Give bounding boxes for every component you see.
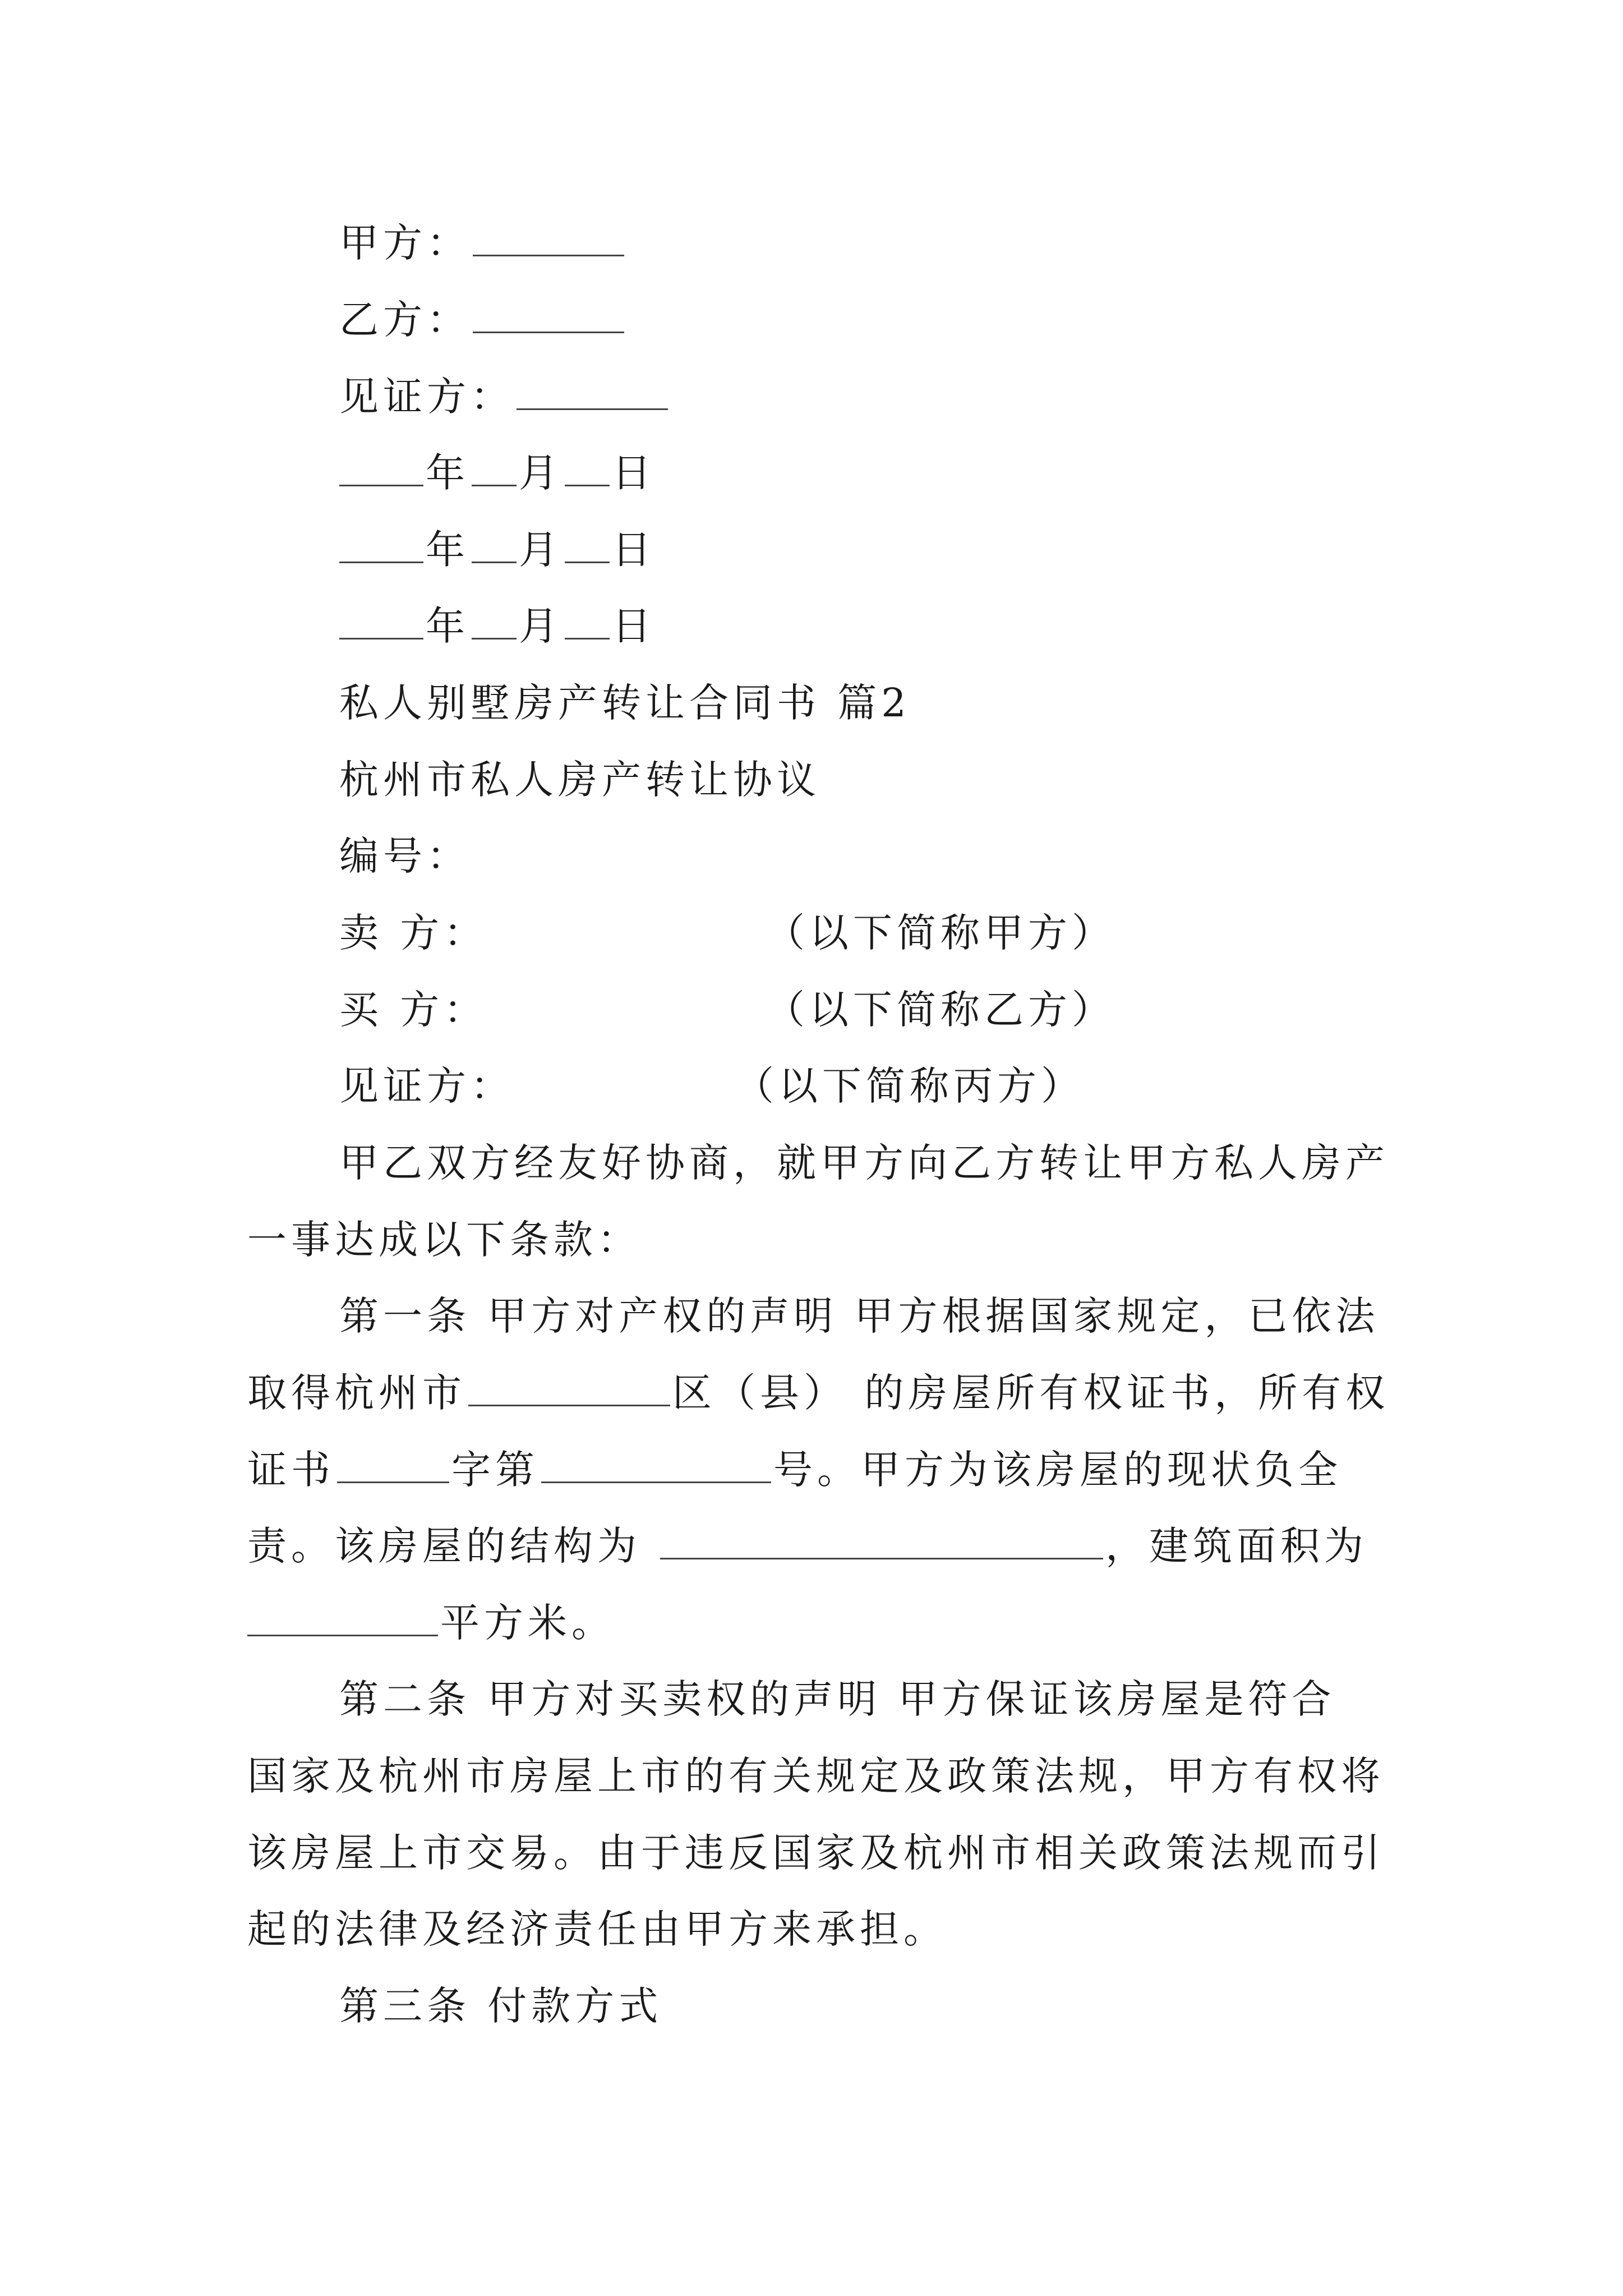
month-blank (472, 455, 517, 486)
year-blank (339, 455, 423, 486)
article2-line-2: 国家及杭州市房屋上市的有关规定及政策法规，甲方有权将 (247, 1753, 1385, 1799)
party-b-label: 乙方： (339, 297, 471, 343)
article1-line-5 (247, 1600, 615, 1646)
signature-witness (339, 374, 670, 420)
month-label: 月 (519, 450, 562, 496)
article2-line-1: 第二条 甲方对买卖权的声明 甲方保证该房屋是符合 (339, 1676, 1336, 1722)
intro-line-1: 甲乙双方经友好协商，就甲方向乙方转让甲方私人房产 (339, 1140, 1389, 1186)
number-label: 编号： (339, 833, 471, 879)
witness-label: 见证方： (339, 1063, 514, 1109)
cert-number-blank (541, 1452, 771, 1483)
month-label: 月 (519, 603, 562, 649)
article2-line-3: 该房屋上市交易。由于违反国家及杭州市相关政策法规而引 (247, 1830, 1385, 1876)
article1-text: ，建筑面积为 (1105, 1523, 1368, 1569)
seller-line (339, 910, 488, 956)
party-b-blank (473, 302, 624, 333)
cert-prefix-blank (337, 1452, 449, 1483)
intro-line-2: 一事达成以下条款： (247, 1217, 641, 1263)
witness-sign-label: 见证方： (339, 374, 514, 420)
day-label: 日 (612, 450, 656, 496)
article1-line-1: 第一条 甲方对产权的声明 甲方根据国家规定，已依法 (339, 1293, 1380, 1339)
date-line-3 (339, 603, 656, 649)
day-blank (565, 532, 610, 563)
article1-line-4 (247, 1523, 1368, 1569)
year-blank (339, 532, 423, 563)
witness-blank (517, 379, 668, 410)
structure-blank (660, 1529, 1103, 1559)
date-line-2 (339, 527, 656, 573)
year-blank (339, 609, 423, 639)
year-label: 年 (426, 527, 469, 573)
seller-note: （以下简称甲方） (766, 910, 1115, 956)
area-blank (247, 1605, 438, 1636)
article1-text: 区（县） 的房屋所有权证书，所有权 (672, 1370, 1390, 1416)
year-label: 年 (426, 603, 469, 649)
article1-text: 号。甲方为该房屋的现状负全 (773, 1447, 1342, 1493)
article1-text: 平方米。 (440, 1600, 615, 1646)
day-blank (565, 455, 610, 486)
year-label: 年 (426, 450, 469, 496)
article2-line-4: 起的法律及经济责任由甲方来承担。 (247, 1906, 947, 1952)
article1-line-2 (247, 1370, 1390, 1416)
article1-text: 取得杭州市 (247, 1370, 466, 1416)
witness-note: （以下简称丙方） (735, 1063, 1085, 1109)
party-a-blank (473, 226, 624, 256)
buyer-label: 买 方： (339, 987, 488, 1033)
article1-text: 责。该房屋的结构为 (247, 1523, 641, 1569)
date-line-1 (339, 450, 656, 496)
article1-text: 证书 (247, 1447, 335, 1493)
section-title: 私人别墅房产转让合同书 篇2 (339, 680, 911, 726)
article1-text: 字第 (451, 1447, 539, 1493)
buyer-note: （以下简称乙方） (766, 987, 1115, 1033)
day-label: 日 (612, 603, 656, 649)
month-label: 月 (519, 527, 562, 573)
witness-line (339, 1063, 514, 1109)
buyer-line (339, 987, 488, 1033)
agreement-title: 杭州市私人房产转让协议 (339, 757, 820, 803)
article1-line-3 (247, 1447, 1342, 1493)
district-blank (468, 1375, 670, 1406)
signature-party-b (339, 297, 626, 343)
signature-party-a (339, 220, 626, 266)
month-blank (472, 532, 517, 563)
seller-label: 卖 方： (339, 910, 488, 956)
party-a-label: 甲方： (339, 220, 471, 266)
month-blank (472, 609, 517, 639)
day-blank (565, 609, 610, 639)
day-label: 日 (612, 527, 656, 573)
article3-title: 第三条 付款方式 (339, 1983, 663, 2029)
